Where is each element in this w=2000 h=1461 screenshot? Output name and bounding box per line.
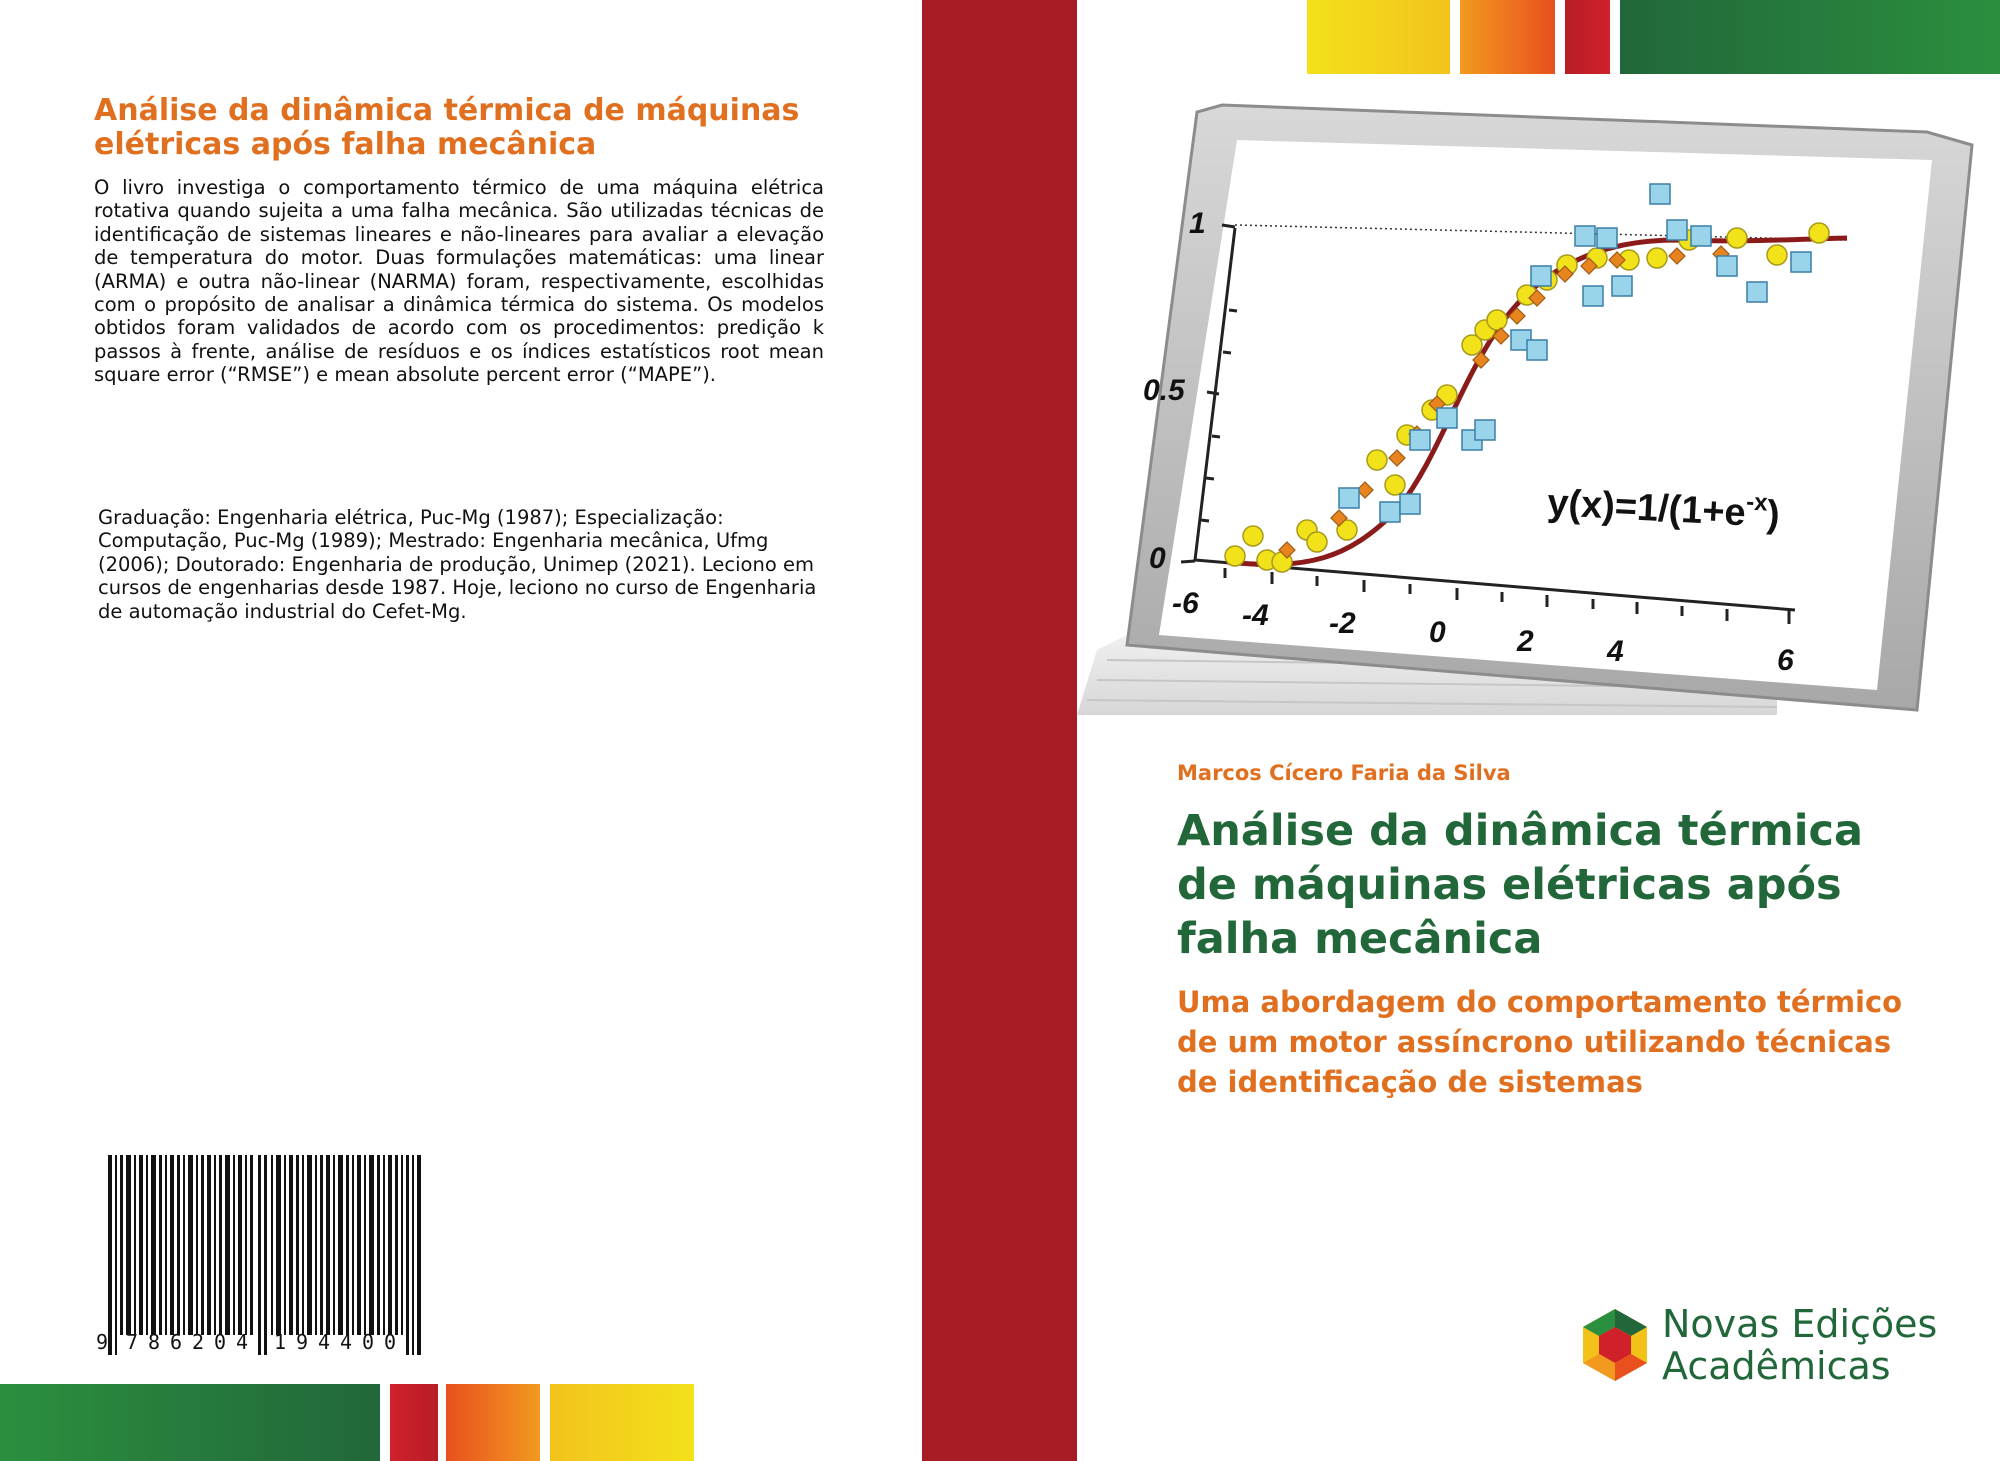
barcode-digit: 9 — [96, 1330, 109, 1354]
back-stripe-orange — [446, 1384, 540, 1461]
front-stripe-orange — [1460, 0, 1555, 74]
x-tick-label: -4 — [1242, 599, 1269, 632]
barcode-digit: 1 — [274, 1330, 287, 1354]
back-stripe-green — [0, 1384, 380, 1461]
x-tick-label: -6 — [1172, 587, 1199, 620]
barcode-digits — [96, 1330, 436, 1354]
back-cover-blurb: O livro investiga o comportamento térmico de uma máquina elétrica rotativa quando sujeita a uma falha mecânica. São utilizadas técnicas de identificação de sistemas lineares e não-lineares para avaliar a elevação de temperatura do motor. Duas formulações matemáticas: uma linear (ARMA) e outra não-linear (NARMA) foram, respectivamente, escolhidas com o propósito de analisar a dinâmica térmica do sistema. Os modelos obtidos foram validados de acordo com os procedimentos: predição k passos à frente, análise de resíduos e os índices estatísticos root mean square error (“RMSE”) e mean absolute percent error (“MAPE”). — [94, 176, 824, 387]
x-tick-label: 2 — [1517, 625, 1534, 658]
back-stripe-red — [390, 1384, 438, 1461]
publisher-name-second-line: Acadêmicas — [1662, 1344, 1891, 1388]
formula-text: $y(x)=1/(1+e^{-x})$ — [1546, 482, 1781, 537]
front-stripe-red — [1565, 0, 1610, 74]
x-tick-label: 0 — [1429, 616, 1446, 649]
front-stripe-green — [1620, 0, 2000, 74]
y-tick-label: 0.5 — [1143, 374, 1185, 407]
x-tick-label: 4 — [1607, 635, 1624, 668]
laptop-sigmoid-plot-icon — [1077, 90, 2000, 715]
x-tick-label: -2 — [1329, 607, 1356, 640]
barcode-digit: 6 — [170, 1330, 183, 1354]
book-spine — [922, 0, 1077, 1461]
barcode-digit: 8 — [148, 1330, 161, 1354]
barcode-digit: 4 — [236, 1330, 249, 1354]
barcode-digit: 9 — [296, 1330, 309, 1354]
barcode-digit: 0 — [362, 1330, 375, 1354]
book-subtitle: Uma abordagem do comportamento térmico de um motor assíncrono utilizando técnicas de identificação de sistemas — [1177, 985, 1903, 1099]
back-cover-title: Análise da dinâmica térmica de máquinas elétricas após falha mecânica — [94, 93, 800, 162]
back-stripe-yellow — [550, 1384, 694, 1461]
x-tick-label: 6 — [1777, 644, 1794, 677]
book-title: Análise da dinâmica térmica de máquinas elétricas após falha mecânica — [1177, 806, 1864, 964]
barcode-digit: 7 — [126, 1330, 139, 1354]
barcode-digit: 2 — [192, 1330, 205, 1354]
barcode-digit: 4 — [318, 1330, 331, 1354]
front-stripe-yellow — [1307, 0, 1450, 74]
back-cover — [0, 0, 922, 1461]
y-tick-label: 0 — [1149, 542, 1166, 575]
publisher-name: Novas Edições — [1662, 1302, 1938, 1346]
barcode-digit: 0 — [214, 1330, 227, 1354]
author-name: Marcos Cícero Faria da Silva — [1177, 761, 1511, 785]
publisher-logo-icon — [1575, 1305, 1655, 1385]
barcode-digit: 4 — [340, 1330, 353, 1354]
barcode-digit: 0 — [384, 1330, 397, 1354]
author-bio: Graduação: Engenharia elétrica, Puc-Mg (1987); Especialização: Computação, Puc-Mg (1989); Mestrado: Engenharia mecânica, Ufmg (2006); Doutorado: Engenharia de produção, Unimep (2021). Leciono em cursos de engenharias desde 1987. Hoje, leciono no curso de Engenharia de automação industrial do Cefet-Mg. — [98, 506, 817, 623]
barcode-icon — [108, 1155, 428, 1355]
y-tick-label: 1 — [1189, 207, 1206, 240]
